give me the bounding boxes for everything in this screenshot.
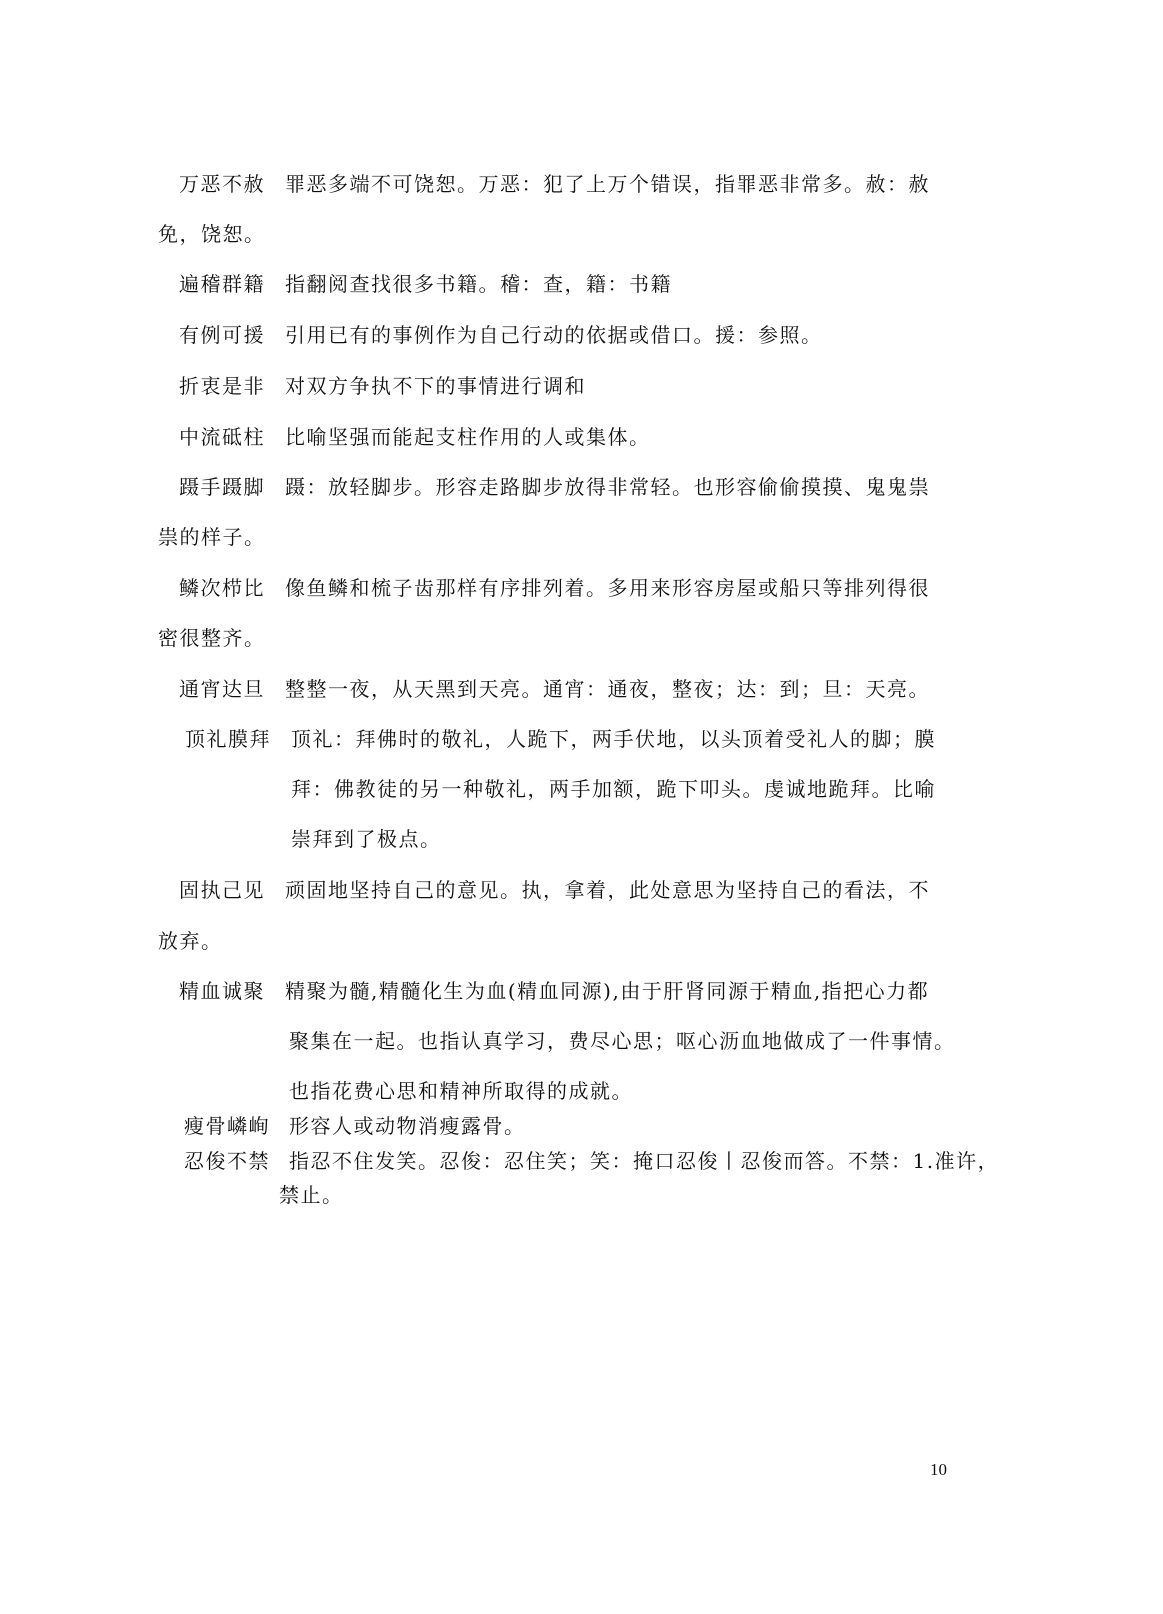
- entry-definition-line: 顽固地坚持自己的意见。执，拿着，此处意思为坚持自己的看法，不: [285, 878, 930, 902]
- entry-term: 忍俊不禁: [184, 1149, 270, 1173]
- entry-definition-line: 比喻坚强而能起支柱作用的人或集体。: [285, 425, 651, 449]
- entry-definition-line: 禁止。: [279, 1183, 344, 1207]
- entry-term: 蹑手蹑脚: [179, 475, 265, 499]
- entry-term: 瘦骨嶙峋: [184, 1114, 270, 1138]
- entry-definition-line: 整整一夜，从天黑到天亮。通宵：通夜，整夜；达：到；旦：天亮。: [285, 677, 930, 701]
- entry-definition-line: 密很整齐。: [158, 626, 266, 650]
- entry-definition-line: 引用已有的事例作为自己行动的依据或借口。援：参照。: [285, 323, 823, 347]
- entry-definition-line: 聚集在一起。也指认真学习，费尽心思；呕心沥血地做成了一件事情。: [289, 1029, 956, 1053]
- entry-definition-line: 指忍不住发笑。忍俊：忍住笑；笑：掩口忍俊丨忍俊而答。不禁：1.准许，: [289, 1149, 1000, 1173]
- entry-definition-line: 指翻阅查找很多书籍。稽：查，籍：书籍: [285, 272, 672, 296]
- entry-term: 万恶不赦: [179, 172, 265, 196]
- entry-term: 遍稽群籍: [179, 272, 265, 296]
- entry-definition-line: 崇拜到了极点。: [291, 827, 442, 851]
- entry-definition-line: 也指花费心思和精神所取得的成就。: [289, 1079, 633, 1103]
- entry-definition-line: 祟的样子。: [158, 525, 266, 549]
- entry-definition-line: 对双方争执不下的事情进行调和: [285, 374, 586, 398]
- entry-term: 顶礼膜拜: [185, 727, 271, 751]
- entry-definition-line: 形容人或动物消瘦露骨。: [289, 1114, 526, 1138]
- entry-term: 有例可援: [179, 323, 265, 347]
- entry-term: 固执己见: [179, 878, 265, 902]
- entry-definition-line: 免，饶恕。: [158, 222, 266, 246]
- entry-term: 中流砥柱: [179, 425, 265, 449]
- page-number: 10: [930, 1460, 947, 1479]
- entry-definition-line: 蹑：放轻脚步。形容走路脚步放得非常轻。也形容偷偷摸摸、鬼鬼祟: [285, 475, 930, 499]
- entry-term: 精血诚聚: [179, 979, 265, 1003]
- entry-term: 通宵达旦: [179, 677, 265, 701]
- entry-term: 折衷是非: [179, 374, 265, 398]
- entry-definition-line: 放弃。: [158, 929, 223, 953]
- entry-definition-line: 罪恶多端不可饶恕。万恶：犯了上万个错误，指罪恶非常多。赦：赦: [285, 172, 930, 196]
- entry-definition-line: 拜：佛教徒的另一种敬礼，两手加额，跪下叩头。虔诚地跪拜。比喻: [291, 777, 936, 801]
- entry-definition-line: 顶礼：拜佛时的敬礼，人跪下，两手伏地，以头顶着受礼人的脚；膜: [291, 727, 936, 751]
- entry-definition-line: 像鱼鳞和梳子齿那样有序排列着。多用来形容房屋或船只等排列得很: [285, 576, 930, 600]
- entry-term: 鳞次栉比: [179, 576, 265, 600]
- entry-definition-line: 精聚为髓,精髓化生为血(精血同源),由于肝肾同源于精血,指把心力都: [285, 979, 930, 1003]
